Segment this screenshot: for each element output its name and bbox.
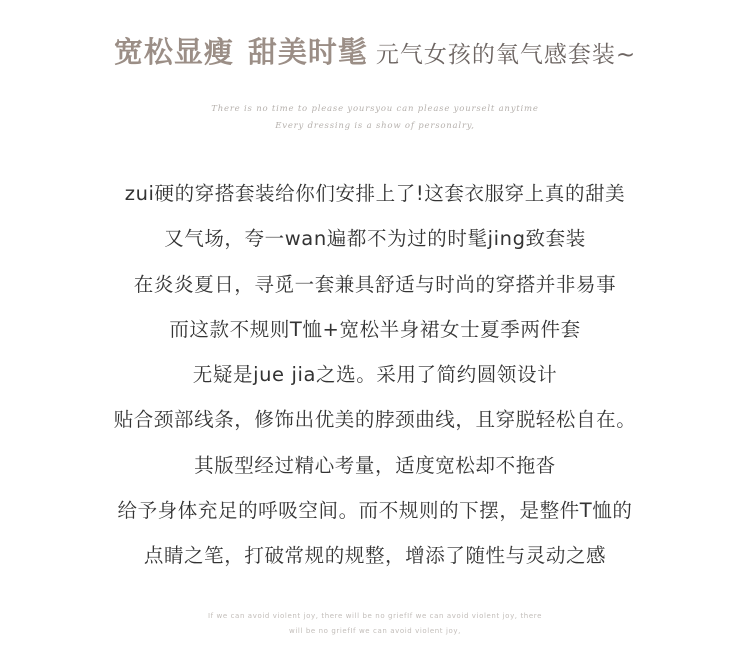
description-line: 在炎炎夏日，寻觅一套兼具舒适与时尚的穿搭并非易事 xyxy=(133,272,617,296)
tagline-line-1: There is no time to please yoursyou can please yourselt anytime xyxy=(211,104,539,114)
description-line: 给予身体充足的呼吸空间。而不规则的下摆，是整件T恤的 xyxy=(117,499,633,523)
headline xyxy=(0,30,750,74)
headline-subtitle: 元气女孩的氧气感套装~ xyxy=(375,42,637,68)
description-text xyxy=(0,176,750,584)
description-line: 点睛之笔，打破常规的规整，增添了随性与灵动之感 xyxy=(143,544,607,568)
description-line: 贴合颈部线条，修饰出优美的脖颈曲线，且穿脱轻松自在。 xyxy=(113,408,637,432)
description-line: 无疑是jue jia之选。采用了简约圆领设计 xyxy=(192,363,558,387)
footer-line-2: will be no griefIf we can avoid violent joy, xyxy=(289,627,461,635)
headline-bold-part-2: 甜美时髦 xyxy=(247,35,368,69)
description-line: 其版型经过精心考量，适度宽松却不拖沓 xyxy=(194,453,556,477)
headline-bold-part-1: 宽松显瘦 xyxy=(113,35,234,69)
footer-line-1: If we can avoid violent joy, there will be no griefIf we can avoid violent joy, there xyxy=(208,612,542,620)
tagline-line-2: Every dressing is a show of personalry, xyxy=(275,121,475,131)
description-line: 而这款不规则T恤+宽松半身裙女士夏季两件套 xyxy=(169,317,581,341)
description-line: zui硬的穿搭套装给你们安排上了!这套衣服穿上真的甜美 xyxy=(124,182,626,205)
description-line: 又气场，夸一wan遍都不为过的时髦jing致套装 xyxy=(164,227,586,251)
